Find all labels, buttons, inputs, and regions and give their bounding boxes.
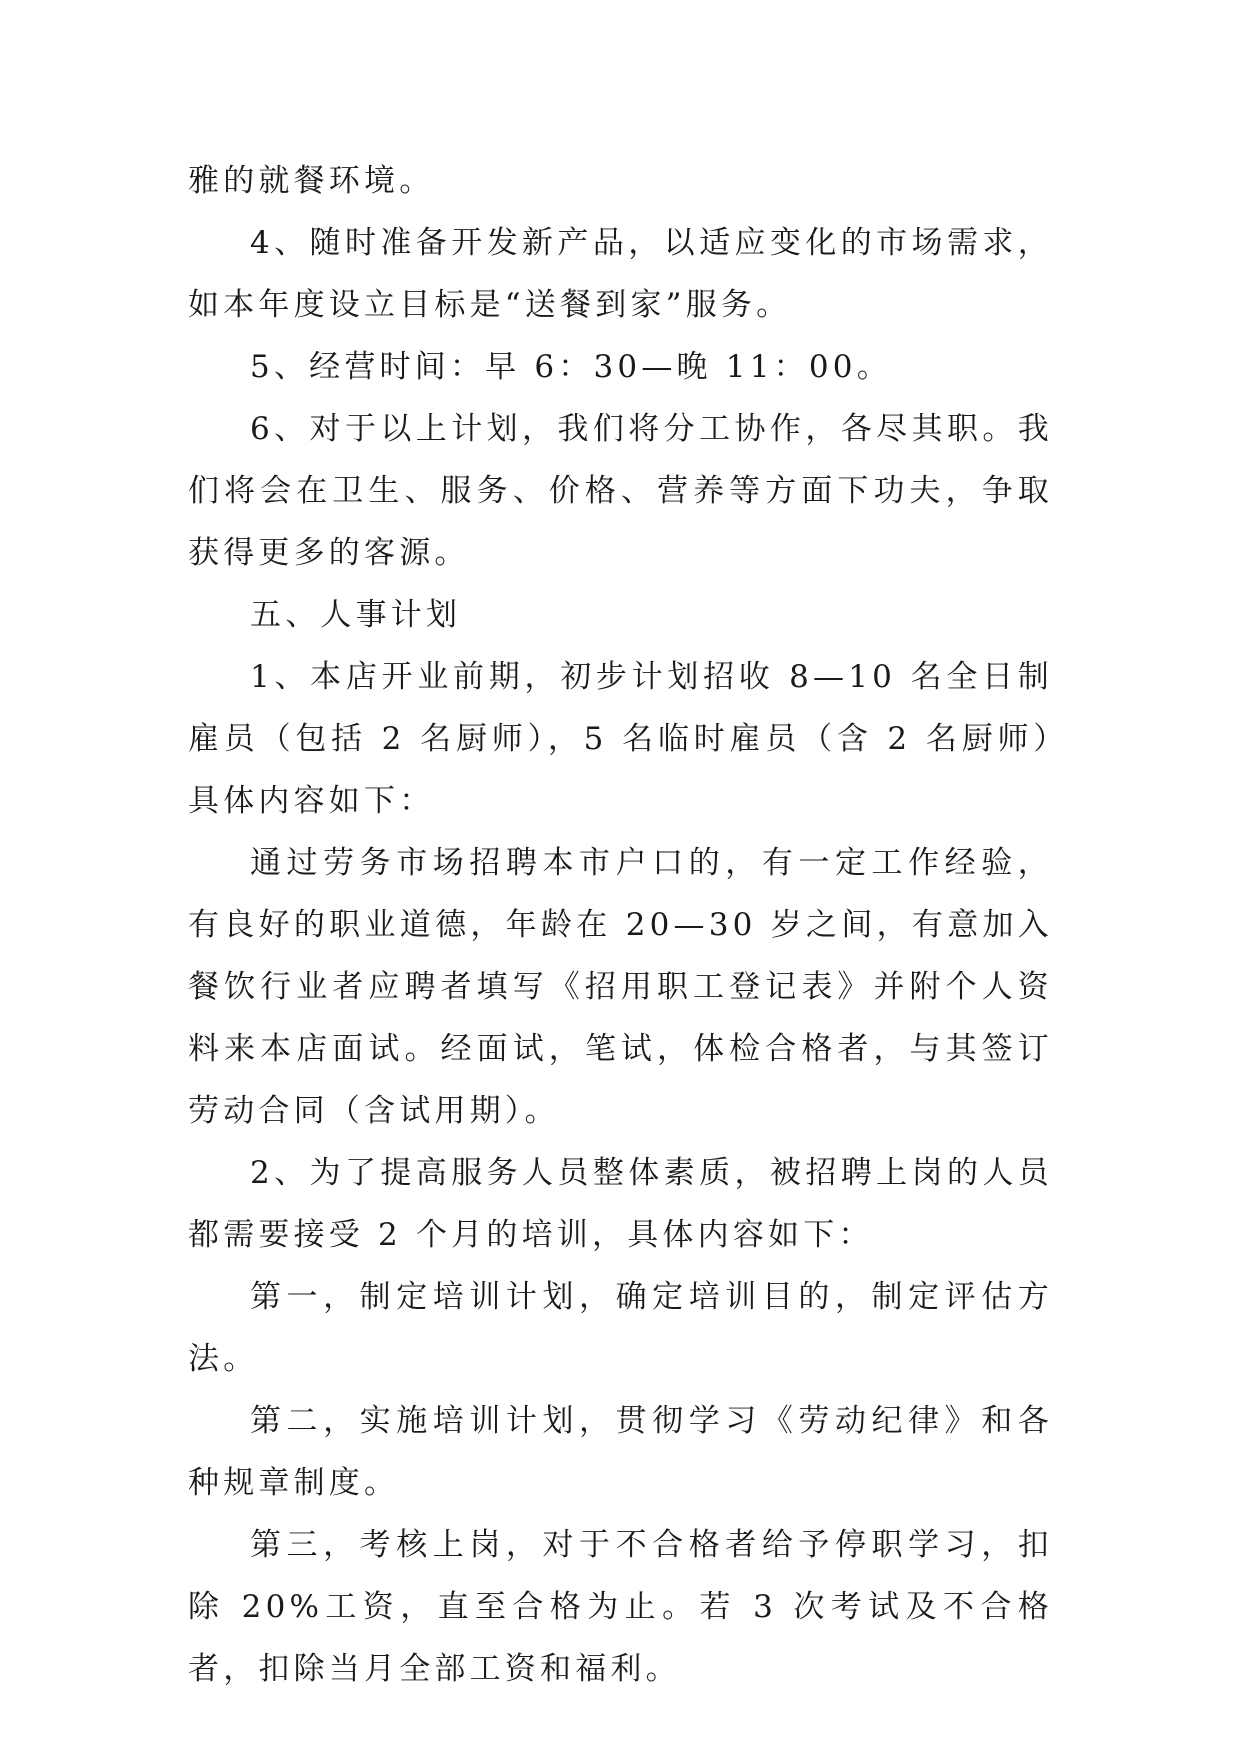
paragraph-item-2-training: 2、为了提高服务人员整体素质，被招聘上岗的人员都需要接受 2 个月的培训，具体内容如下：: [188, 1155, 1053, 1253]
paragraph-item-5-business-hours: 5、经营时间：早 6：30—晚 11：00。: [250, 349, 892, 385]
paragraph-recruitment-details: 通过劳务市场招聘本市户口的，有一定工作经验，有良好的职业道德，年龄在 20—30 岁之间，有意加入餐饮行业者应聘者填写《招用职工登记表》并附个人资料来本店面试。经面试，笔试，体检合格者，与其签订劳动合同（含试用期）。: [188, 845, 1053, 1129]
document-body: [188, 150, 1053, 1700]
paragraph-item-1-hiring: 1、本店开业前期，初步计划招收 8—10 名全日制雇员（包括 2 名厨师），5 名临时雇员（含 2 名厨师）具体内容如下：: [188, 659, 1053, 819]
section-heading-personnel-plan: 五、人事计划: [250, 597, 462, 633]
paragraph-training-step-2: 第二，实施培训计划，贯彻学习《劳动纪律》和各种规章制度。: [188, 1403, 1053, 1501]
paragraph-item-4-new-products: 4、随时准备开发新产品，以适应变化的市场需求，如本年度设立目标是“送餐到家”服务。: [188, 225, 1053, 323]
paragraph-training-step-1: 第一，制定培训计划，确定培训目的，制定评估方法。: [188, 1279, 1053, 1377]
paragraph-item-6-cooperation: 6、对于以上计划，我们将分工协作，各尽其职。我们将会在卫生、服务、价格、营养等方面下功夫，争取获得更多的客源。: [188, 411, 1053, 571]
paragraph-continuation: 雅的就餐环境。: [188, 163, 435, 199]
paragraph-training-step-3: 第三，考核上岗，对于不合格者给予停职学习，扣除 20%工资，直至合格为止。若 3 次考试及不合格者，扣除当月全部工资和福利。: [188, 1527, 1053, 1687]
